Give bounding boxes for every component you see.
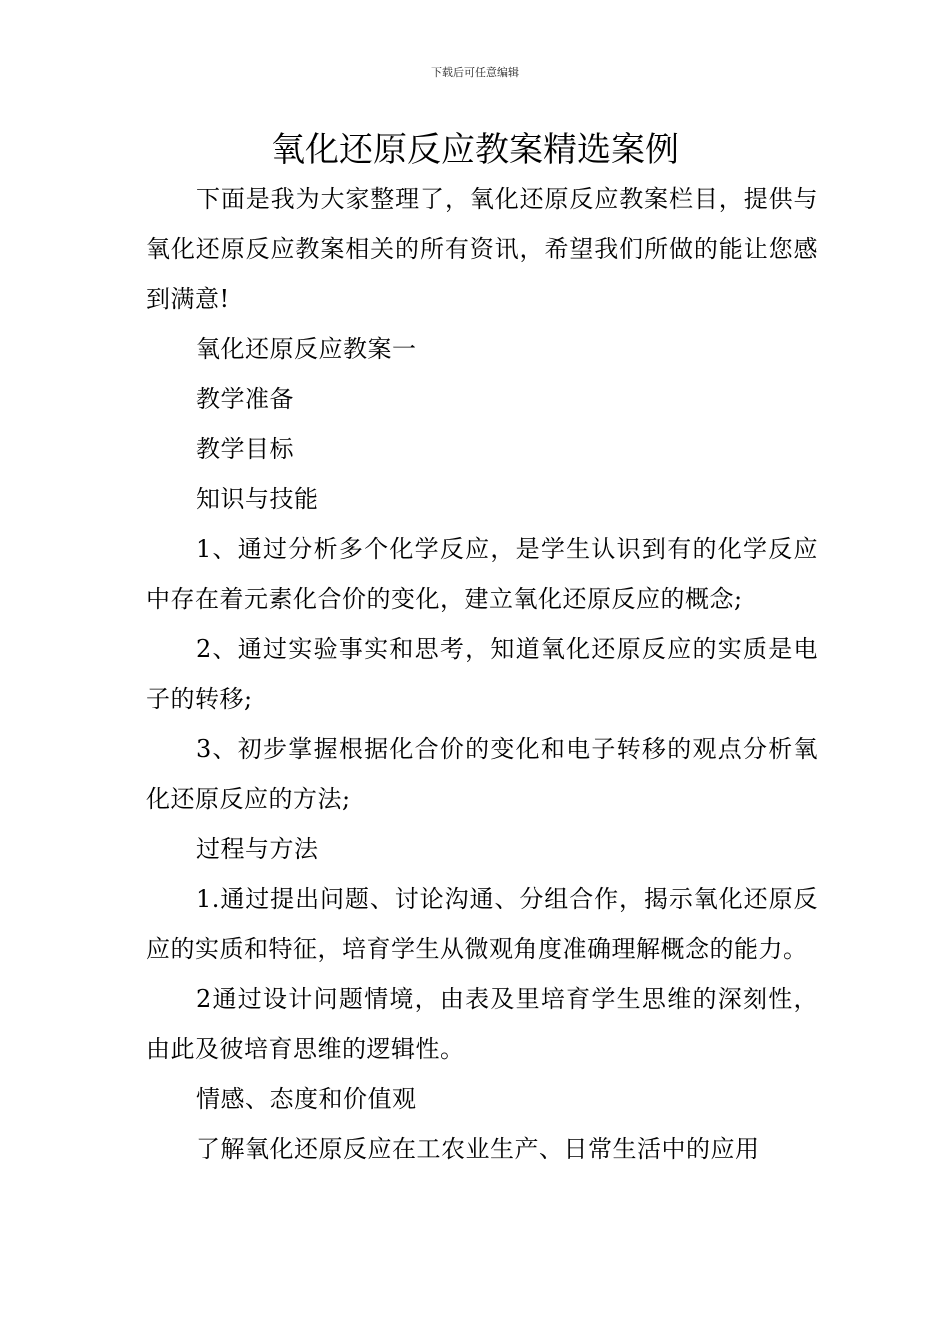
objective-item-1: 1、通过分析多个化学反应，是学生认识到有的化学反应中存在着元素化合价的变化，建立氧化还原反应的概念;: [146, 535, 818, 613]
attitudes-paragraph: 了解氧化还原反应在工农业生产、日常生活中的应用: [196, 1135, 760, 1163]
objective-item-2: 2、通过实验事实和思考，知道氧化还原反应的实质是电子的转移;: [146, 635, 818, 713]
intro-paragraph: 下面是我为大家整理了，氧化还原反应教案栏目，提供与氧化还原反应教案相关的所有资讯，希望我们所做的能让您感到满意!: [146, 185, 818, 313]
section-heading-attitudes-values: 情感、态度和价值观: [196, 1085, 417, 1113]
document-title: 氧化还原反应教案精选案例: [271, 130, 679, 170]
process-item-2: 2通过设计问题情境，由表及里培育学生思维的深刻性，由此及彼培育思维的逻辑性。: [146, 985, 818, 1063]
section-heading-process-methods: 过程与方法: [196, 835, 319, 863]
section-heading-objectives: 教学目标: [196, 435, 294, 463]
section-heading-knowledge-skills: 知识与技能: [196, 485, 319, 513]
header-note: 下载后可任意编辑: [431, 66, 519, 79]
section-heading-preparation: 教学准备: [196, 385, 294, 413]
section-heading-lesson-one: 氧化还原反应教案一: [196, 335, 417, 363]
document-body: [146, 174, 818, 1174]
objective-item-3: 3、初步掌握根据化合价的变化和电子转移的观点分析氧化还原反应的方法;: [146, 735, 818, 813]
process-item-1: 1.通过提出问题、讨论沟通、分组合作，揭示氧化还原反应的实质和特征，培育学生从微观角度准确理解概念的能力。: [146, 885, 818, 963]
